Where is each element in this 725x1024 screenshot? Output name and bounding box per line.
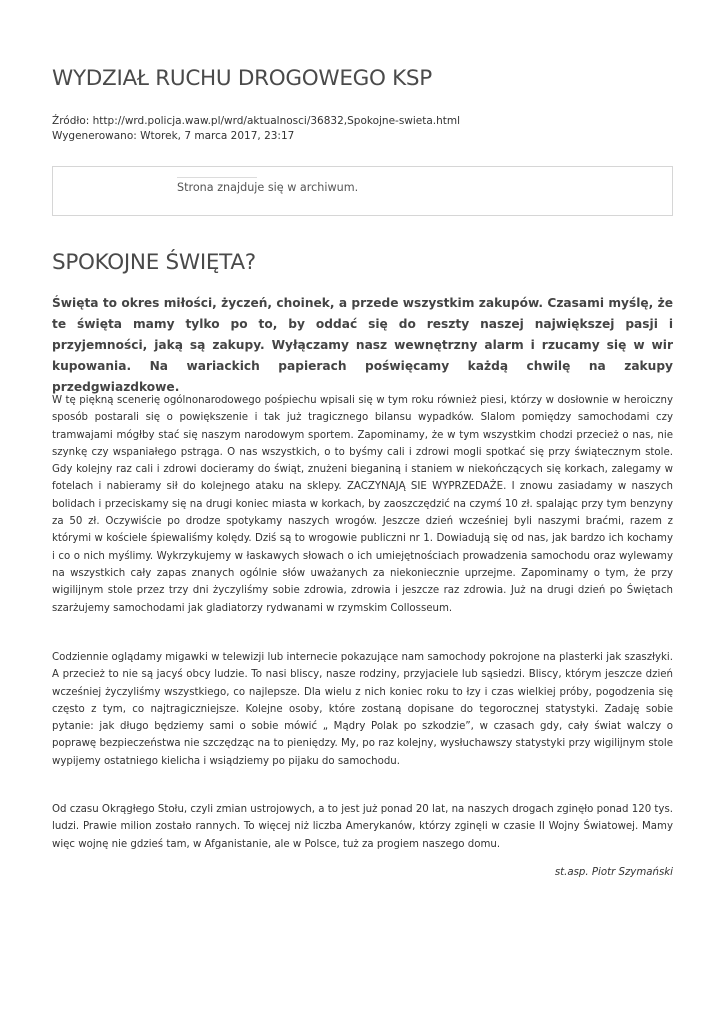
article-lead: Święta to okres miłości, życzeń, choinek, a przede wszystkim zakupów. Czasami myślę, że te święta mamy tylko po to, by oddać się do reszty naszej największej pasji i przyjemności, jaką są zakupy. Wyłączamy nasz wewnętrzny alarm i rzucamy się w wir kupowania. Na wariackich papierach poświęcamy każdą chwilę na zakupy przedgwiazdkowe.: [52, 296, 673, 394]
archive-notice: [52, 166, 673, 216]
article-title: SPOKOJNE ŚWIĘTA?: [52, 250, 256, 275]
article-paragraph: W tę piękną scenerię ogólnonarodowego pośpiechu wpisali się w tym roku również piesi, którzy w dosłownie w heroiczny sposób postarali się o powiększenie i tak już tragicznego bilansu wypadków. Slalom pomiędzy samochodami czy tramwajami mógłby stać się naszym narodowym sportem. Zapominamy, że w tym wszystkim chodzi przecież o nas, nie szynkę czy wspaniałego pstrąga. O nas wszystkich, o to byśmy cali i zdrowi mogli spotkać się przy świątecznym stole. Gdy kolejny raz cali i zdrowi docieramy do świąt, znużeni bieganiną i staniem w niekończących się korkach, zalegamy w fotelach i nabieramy sił do kolejnego ataku na sklepy. ZACZYNAJĄ SIE WYPRZEDAŻE. I znowu zasiadamy w naszych bolidach i przeciskamy się na drugi koniec miasta w korkach, by zaoszczędzić na czymś 10 zł. spalając przy tym benzyny za 50 zł. Oczywiście po drodze spotykamy naszych wrogów. Jeszcze dzień wcześniej byli naszymi braćmi, razem z którymi w kościele śpiewaliśmy kolędy. Dziś są to wrogowie publiczni nr 1. Dowiadują się od nas, jak bardzo ich kochamy i co o nich myślimy. Wykrzykujemy w łaskawych słowach o ich umiejętnościach prowadzenia samochodu oraz wylewamy na wszystkich cały zapas znanych ogólnie słów uważanych za niekoniecznie uprzejme. Zapominamy o tym, że przy wigilijnym stole przez trzy dni życzyliśmy sobie zdrowia, zdrowia i jeszcze raz zdrowia. Już na drugi dzień po Świętach szarżujemy samochodami jak gladiatorzy rydwanami w rzymskim Collosseum.: [52, 395, 673, 614]
archive-divider: [177, 177, 257, 178]
archive-notice-text: Strona znajduje się w archiwum.: [177, 181, 359, 194]
document-meta: [52, 114, 460, 143]
site-title: WYDZIAŁ RUCHU DROGOWEGO KSP: [52, 66, 432, 91]
generated-line: Wygenerowano: Wtorek, 7 marca 2017, 23:17: [52, 129, 295, 142]
article-paragraph: Od czasu Okrągłego Stołu, czyli zmian ustrojowych, a to jest już ponad 20 lat, na naszych drogach zginęło ponad 120 tys. ludzi. Prawie milion zostało rannych. To więcej niż liczba Amerykanów, którzy zginęli w czasie II Wojny Światowej. Mamy więc wojnę nie gdzieś tam, w Afganistanie, ale w Polsce, tuż za progiem naszego domu.: [52, 804, 673, 850]
article-signature: st.asp. Piotr Szymański: [554, 867, 673, 878]
source-line: Źródło: http://wrd.policja.waw.pl/wrd/aktualnosci/36832,Spokojne-swieta.html: [52, 115, 461, 127]
article-paragraph: Codziennie oglądamy migawki w telewizji lub internecie pokazujące nam samochody pokrojone na plasterki jak szaszłyki. A przecież to nie są jacyś obcy ludzie. To nasi bliscy, nasze rodziny, przyjaciele lub sąsiedzi. Bliscy, którym jeszcze dzień wcześniej życzyliśmy wszystkiego, co najlepsze. Dla wielu z nich koniec roku to łzy i czas wielkiej próby, pogodzenia się często z tym, co najtragiczniejsze. Kolejne osoby, które zostaną dopisane do tegorocznej statystyki. Zadaję sobie pytanie: jak długo będziemy sami o sobie mówić „ Mądry Polak po szkodzie”, w czasach gdy, cały świat walczy o poprawę bezpieczeństwa nie szczędząc na to pieniędzy. My, po raz kolejny, wysłuchawszy statystyki przy wigilijnym stole wypijemy ostatniego kielicha i wsiądziemy po pijaku do samochodu.: [52, 652, 673, 767]
